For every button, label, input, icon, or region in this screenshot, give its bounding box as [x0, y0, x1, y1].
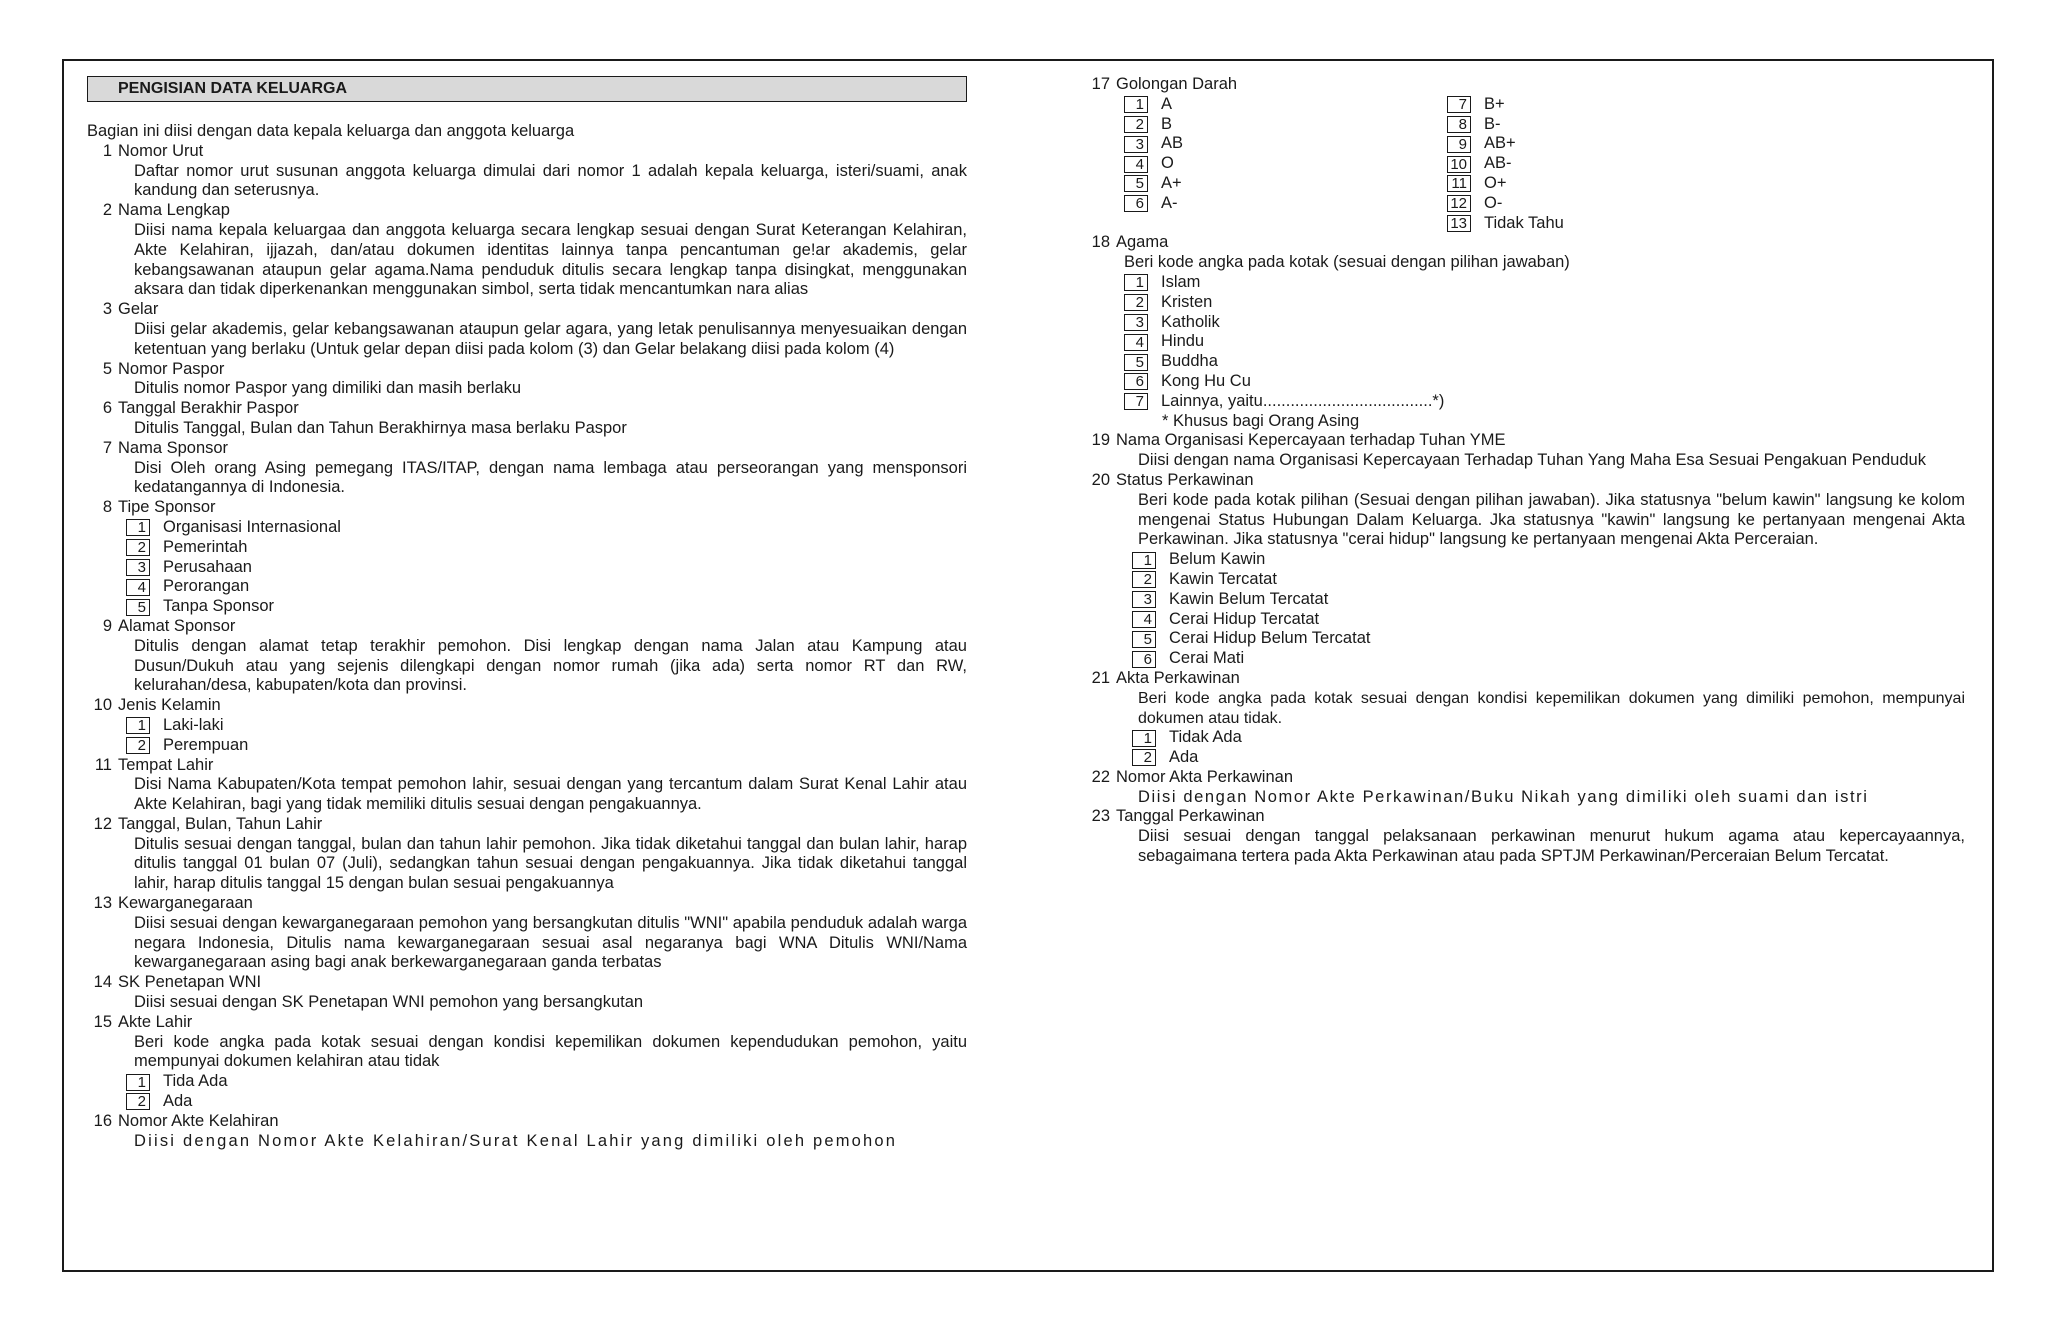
item-title: Tanggal, Bulan, Tahun Lahir	[118, 814, 323, 833]
code-box: 13	[1447, 215, 1471, 232]
option	[1124, 372, 1965, 392]
code-box: 5	[1132, 631, 1156, 648]
item-nomor-paspor: 5 Nomor Paspor Ditulis nomor Paspor yang dimiliki dan masih berlaku	[87, 360, 967, 400]
option-label: Kong Hu Cu	[1161, 371, 1251, 390]
code-box: 12	[1447, 195, 1471, 212]
option	[1124, 134, 1447, 154]
option-list	[1085, 273, 1965, 412]
option-label: A+	[1161, 173, 1182, 192]
item-alamat-sponsor: 9 Alamat Sponsor Ditulis dengan alamat tetap terakhir pemohon. Disi lengkap dengan nama Jalan atau Kampung atau Dusun/Dukuh atau yang sejenis dilengkapi dengan nomor rumah (jika ada) serta nomor RT dan RW, kelurahan/desa, kabupaten/kota dan provinsi.	[87, 617, 967, 696]
item-title: Akte Lahir	[118, 1012, 193, 1031]
code-box: 11	[1447, 175, 1471, 192]
option	[126, 558, 967, 578]
right-column	[1085, 75, 1965, 867]
item-title: Kewarganegaraan	[118, 894, 253, 913]
code-box: 2	[126, 539, 150, 556]
item-desc: Diisi gelar akademis, gelar kebangsawanan ataupun gelar agara, yang letak penulisannya menyesuaikan dengan ketentuan yang berlaku (Untuk gelar depan diisi pada kolom (3) dan Gelar belakang diisi pada kolom (4)	[134, 319, 967, 358]
item-desc: Diisi sesuai dengan kewarganegaraan pemohon yang bersangkutan ditulis "WNI" apabila penduduk adalah warga negara Indonesia, Ditulis nama kewarganegaraan sesuai asal negaranya bagi WNA Ditulis WNI/Nama kewarganegaraan asing bagi anak berkewarganegaraan ganda terbatas	[134, 913, 967, 972]
item-title: Nama Organisasi Kepercayaan terhadap Tuhan YME	[1116, 431, 1506, 450]
option	[1447, 214, 1770, 234]
option	[1132, 610, 1965, 630]
code-box: 4	[1124, 156, 1148, 173]
option	[126, 597, 967, 617]
code-box: 6	[1132, 651, 1156, 668]
code-box: 4	[1124, 334, 1148, 351]
option	[1124, 95, 1447, 115]
item-desc: Beri kode angka pada kotak sesuai dengan kondisi kepemilikan dokumen yang dimiliki pemohon, mempunyai dokumen atau tidak.	[1138, 689, 1965, 727]
item-desc: Diisi dengan Nomor Akte Perkawinan/Buku Nikah yang dimiliki oleh suami dan istri	[1138, 787, 1869, 806]
item-tipe-sponsor: 8 Tipe Sponsor 1 Organisasi Internasional 2 Pemerintah 3 Perusahaan 4 Perorangan 5 Tanpa Sponsor	[87, 498, 967, 617]
option-label: Tidak Tahu	[1484, 213, 1564, 232]
code-box: 9	[1447, 136, 1471, 153]
option	[1124, 154, 1447, 174]
option-label: Tidak Ada	[1169, 728, 1242, 747]
code-box: 7	[1124, 393, 1148, 410]
option-label: Kristen	[1161, 292, 1213, 311]
item-tanggal-perkawinan: 23 Tanggal Perkawinan Diisi sesuai dengan tanggal pelaksanaan perkawinan menurut hukum agama atau kepercayaannya, sebagaimana tertera pada Akta Perkawinan atau pada SPTJM Perkawinan/Perceraian Belum Tercatat.	[1085, 807, 1965, 866]
option	[1447, 174, 1770, 194]
option-label: O	[1161, 154, 1174, 173]
footnote: * Khusus bagi Orang Asing	[1162, 411, 1360, 430]
item-title: Jenis Kelamin	[118, 696, 221, 715]
item-gelar: 3 Gelar Diisi gelar akademis, gelar kebangsawanan ataupun gelar agara, yang letak penulisannya menyesuaikan dengan ketentuan yang berlaku (Untuk gelar depan diisi pada kolom (3) dan Gelar belakang diisi pada kolom (4)	[87, 300, 967, 359]
code-box: 1	[1124, 96, 1148, 113]
code-box: 3	[1124, 136, 1148, 153]
code-box: 4	[1132, 611, 1156, 628]
item-akte-lahir: 15 Akte Lahir Beri kode angka pada kotak sesuai dengan kondisi kepemilikan dokumen kependudukan pemohon, yaitu mempunyai dokumen kelahiran atau tidak 1 Tida Ada 2 Ada	[87, 1013, 967, 1112]
item-desc: Disi Oleh orang Asing pemegang ITAS/ITAP, dengan nama lembaga atau perseorangan yang mensponsori kedatangannya di Indonesia.	[134, 458, 967, 497]
option-label: B+	[1484, 94, 1505, 113]
option	[126, 577, 967, 597]
option	[1447, 154, 1770, 174]
option-label: B-	[1484, 114, 1501, 133]
option-label: Organisasi Internasional	[163, 517, 341, 536]
item-desc: Ditulis dengan alamat tetap terakhir pemohon. Disi lengkap dengan nama Jalan atau Kampung atau Dusun/Dukuh atau yang sejenis dilengkapi dengan nomor rumah (jika ada) serta nomor RT dan RW, kelurahan/desa, kabupaten/kota dan provinsi.	[134, 636, 967, 695]
item-desc: Daftar nomor urut susunan anggota keluarga dimulai dari nomor 1 adalah kepala keluarga, isteri/suami, anak kandung dan seterusnya.	[134, 161, 967, 200]
left-column	[87, 76, 967, 1151]
option-label: O+	[1484, 173, 1507, 192]
option-list	[1085, 728, 1965, 768]
code-box: 2	[126, 737, 150, 754]
option-label: Perusahaan	[163, 557, 252, 576]
option-label: Buddha	[1161, 352, 1218, 371]
option-label: Katholik	[1161, 312, 1220, 331]
item-kewarganegaraan: 13 Kewarganegaraan Diisi sesuai dengan kewarganegaraan pemohon yang bersangkutan ditulis "WNI" apabila penduduk adalah warga negara Indonesia, Ditulis nama kewarganegaraan sesuai asal negaranya bagi WNA Ditulis WNI/Nama kewarganegaraan asing bagi anak berkewarganegaraan ganda terbatas	[87, 894, 967, 973]
code-box: 5	[126, 599, 150, 616]
option-label: Kawin Tercatat	[1169, 569, 1277, 588]
item-title: Tanggal Perkawinan	[1116, 807, 1265, 826]
option-label: Perorangan	[163, 577, 250, 596]
item-title: Nomor Akta Perkawinan	[1116, 767, 1293, 786]
option	[126, 1092, 967, 1112]
option-label: B	[1161, 114, 1173, 133]
option	[126, 538, 967, 558]
code-box: 3	[1124, 314, 1148, 331]
option	[1132, 590, 1965, 610]
item-nomor-akte-kelahiran: 16 Nomor Akte Kelahiran Diisi dengan Nomor Akte Kelahiran/Surat Kenal Lahir yang dimiliki oleh pemohon	[87, 1112, 967, 1152]
option-label: A-	[1161, 193, 1178, 212]
item-desc: Diisi dengan Nomor Akte Kelahiran/Surat Kenal Lahir yang dimiliki oleh pemohon	[134, 1131, 898, 1150]
option	[1447, 95, 1770, 115]
item-golongan-darah: 17 Golongan Darah 1 A 2 B 3 AB 4 O 5 A+ 6 A- 7 B+ 8 B- 9 AB+ 10 AB- 11 O+ 12 O- 13 Tidak Tahu	[1085, 75, 1965, 233]
option-label: Laki-laki	[163, 715, 224, 734]
code-box: 2	[1132, 749, 1156, 766]
intro-text: Bagian ini diisi dengan data kepala keluarga dan anggota keluarga	[87, 122, 575, 140]
item-title: Nomor Akte Kelahiran	[118, 1111, 279, 1130]
code-box: 6	[1124, 373, 1148, 390]
item-title: Nomor Paspor	[118, 359, 225, 378]
code-box: 6	[1124, 195, 1148, 212]
item-title: Nama Sponsor	[118, 438, 229, 457]
option-list	[87, 1072, 967, 1112]
option-label: AB-	[1484, 154, 1512, 173]
option	[1124, 194, 1447, 214]
section-header: PENGISIAN DATA KELUARGA	[87, 76, 967, 102]
blood-type-options	[1085, 95, 1965, 234]
code-box: 2	[1124, 116, 1148, 133]
item-title: Nama Lengkap	[118, 201, 230, 220]
code-box: 1	[126, 717, 150, 734]
option-label: AB+	[1484, 134, 1516, 153]
code-box: 2	[126, 1093, 150, 1110]
code-box: 4	[126, 579, 150, 596]
code-box: 3	[1132, 591, 1156, 608]
option	[1124, 174, 1447, 194]
option	[1132, 728, 1965, 748]
item-title: Status Perkawinan	[1116, 470, 1254, 489]
item-nama-sponsor: 7 Nama Sponsor Disi Oleh orang Asing pemegang ITAS/ITAP, dengan nama lembaga atau perseorangan yang mensponsori kedatangannya di Indonesia.	[87, 439, 967, 498]
item-desc: Diisi sesuai dengan tanggal pelaksanaan perkawinan menurut hukum agama atau kepercayaannya, sebagaimana tertera pada Akta Perkawinan atau pada SPTJM Perkawinan/Perceraian Belum Tercatat.	[1138, 827, 1965, 866]
option	[1124, 115, 1447, 135]
code-box: 8	[1447, 116, 1471, 133]
code-box: 3	[126, 559, 150, 576]
option-label: Belum Kawin	[1169, 550, 1266, 569]
option-label: Cerai Hidup Tercatat	[1169, 609, 1320, 628]
code-box: 2	[1132, 571, 1156, 588]
option-label: Ada	[1169, 748, 1199, 767]
option	[1124, 352, 1965, 372]
option	[1124, 313, 1965, 333]
code-box: 10	[1447, 156, 1471, 173]
item-nomor-akta-perkawinan: 22 Nomor Akta Perkawinan Diisi dengan Nomor Akte Perkawinan/Buku Nikah yang dimiliki oleh suami dan istri	[1085, 768, 1965, 808]
option-label: O-	[1484, 193, 1503, 212]
code-box: 5	[1124, 175, 1148, 192]
option-label: Ada	[163, 1092, 193, 1111]
item-title: Akta Perkawinan	[1116, 668, 1240, 687]
item-nomor-urut: 1 Nomor Urut Daftar nomor urut susunan anggota keluarga dimulai dari nomor 1 adalah kepala keluarga, isteri/suami, anak kandung dan seterusnya.	[87, 142, 967, 201]
option	[1447, 194, 1770, 214]
item-title: Tanggal Berakhir Paspor	[118, 399, 299, 418]
blood-type-left	[1124, 95, 1447, 234]
item-sk-penetapan-wni: 14 SK Penetapan WNI Diisi sesuai dengan SK Penetapan WNI pemohon yang bersangkutan	[87, 973, 967, 1013]
item-desc: Beri kode angka pada kotak (sesuai dengan pilihan jawaban)	[1124, 253, 1570, 272]
item-organisasi-kepercayaan: 19 Nama Organisasi Kepercayaan terhadap Tuhan YME Diisi dengan nama Organisasi Kepercayaan Terhadap Tuhan Yang Maha Esa Sesuai Pengakuan Penduduk	[1085, 431, 1965, 471]
option	[1124, 293, 1965, 313]
option-label: Tanpa Sponsor	[163, 597, 274, 616]
code-box: 1	[126, 519, 150, 536]
option	[1447, 134, 1770, 154]
code-box: 5	[1124, 354, 1148, 371]
option	[1132, 550, 1965, 570]
item-title: Agama	[1116, 233, 1169, 252]
item-desc: Disi Nama Kabupaten/Kota tempat pemohon lahir, sesuai dengan yang tercantum dalam Surat Kenal Lahir atau Akte Kelahiran, bagi yang tidak memiliki ditulis sesuai dengan pengakuannya.	[134, 775, 967, 814]
code-box: 1	[126, 1074, 150, 1091]
option	[1132, 748, 1965, 768]
item-desc: Diisi dengan nama Organisasi Kepercayaan Terhadap Tuhan Yang Maha Esa Sesuai Pengakuan Penduduk	[1138, 451, 1926, 470]
item-nama-lengkap: 2 Nama Lengkap Diisi nama kepala keluargaa dan anggota keluarga secara lengkap sesuai dengan Surat Keterangan Kelahiran, Akte Kelahiran, ijjazah, dan/atau dokumen identitas lainnya tanpa pencantuman ge!ar akademis, gelar kebangsawanan ataupun gelar agama.Nama penduduk ditulis secara lengkap tanpa disingkat, menggunakan aksara dan tidak diperkenankan menggunakan simbol, serta tidak mencantumkan nara alias	[87, 201, 967, 300]
blood-type-right	[1447, 95, 1770, 234]
option	[1124, 392, 1965, 412]
item-title: Tempat Lahir	[118, 755, 214, 774]
option-label: A	[1161, 94, 1173, 113]
item-jenis-kelamin: 10 Jenis Kelamin 1 Laki-laki 2 Perempuan	[87, 696, 967, 755]
option-label: Perempuan	[163, 735, 249, 754]
option-label: Pemerintah	[163, 537, 248, 556]
code-box: 1	[1124, 274, 1148, 291]
option-label: Lainnya, yaitu.....................................*)	[1161, 391, 1445, 410]
option-list	[87, 518, 967, 617]
item-tempat-lahir: 11 Tempat Lahir Disi Nama Kabupaten/Kota tempat pemohon lahir, sesuai dengan yang tercantum dalam Surat Kenal Lahir atau Akte Kelahiran, bagi yang tidak memiliki ditulis sesuai dengan pengakuannya.	[87, 756, 967, 815]
option-label: Cerai Mati	[1169, 649, 1245, 668]
code-box: 2	[1124, 294, 1148, 311]
item-title: Alamat Sponsor	[118, 616, 236, 635]
item-title: Nomor Urut	[118, 141, 204, 160]
option	[126, 1072, 967, 1092]
option	[126, 716, 967, 736]
item-status-perkawinan: 20 Status Perkawinan Beri kode pada kotak pilihan (Sesuai dengan pilihan jawaban). Jika statusnya "belum kawin" langsung ke kolom mengenai Status Hubungan Dalam Keluarga. Jka statusnya "kawin" langsung ke pertanyaan mengenai Akta Perkawinan. Jika statusnya "cerai hidup" langsung ke pertanyaan mengenai Akta Perceraian. 1 Belum Kawin 2 Kawin Tercatat 3 Kawin Belum Tercatat 4 Cerai Hidup Tercatat 5 Cerai Hidup Belum Tercatat 6 Cerai Mati	[1085, 471, 1965, 669]
item-desc: Ditulis nomor Paspor yang dimiliki dan masih berlaku	[134, 379, 522, 398]
code-box: 1	[1132, 730, 1156, 747]
item-tanggal-lahir: 12 Tanggal, Bulan, Tahun Lahir Ditulis sesuai dengan tanggal, bulan dan tahun lahir pemohon. Jika tidak diketahui tanggal dan bulan lahir, harap ditulis tanggal 01 bulan 07 (Juli), sedangkan tahun sesuai dengan pengakuannya. Jika tidak diketahui tanggal lahir, harap ditulis tanggal 15 dengan bulan sesuai pengakuannya	[87, 815, 967, 894]
item-akta-perkawinan: 21 Akta Perkawinan Beri kode angka pada kotak sesuai dengan kondisi kepemilikan dokumen yang dimiliki pemohon, mempunyai dokumen atau tidak. 1 Tidak Ada 2 Ada	[1085, 669, 1965, 768]
option-label: Tida Ada	[163, 1072, 228, 1091]
code-box: 1	[1132, 552, 1156, 569]
item-desc: Diisi sesuai dengan SK Penetapan WNI pemohon yang bersangkutan	[134, 993, 644, 1012]
item-desc: Beri kode pada kotak pilihan (Sesuai dengan pilihan jawaban). Jika statusnya "belum kawin" langsung ke kolom mengenai Status Hubungan Dalam Keluarga. Jka statusnya "kawin" langsung ke pertanyaan mengenai Akta Perkawinan. Jika statusnya "cerai hidup" langsung ke pertanyaan mengenai Akta Perceraian.	[1138, 490, 1965, 549]
option-label: Cerai Hidup Belum Tercatat	[1169, 629, 1371, 648]
option-label: Kawin Belum Tercatat	[1169, 589, 1329, 608]
option	[126, 518, 967, 538]
option-label: Islam	[1161, 272, 1201, 291]
option	[1132, 649, 1965, 669]
option	[1132, 629, 1965, 649]
option-label: AB	[1161, 134, 1184, 153]
option-list	[1085, 550, 1965, 669]
option	[1124, 332, 1965, 352]
item-title: SK Penetapan WNI	[118, 973, 262, 992]
option	[1447, 115, 1770, 135]
option-label: Hindu	[1161, 332, 1205, 351]
item-agama: 18 Agama Beri kode angka pada kotak (sesuai dengan pilihan jawaban) 1 Islam 2 Kristen 3 Katholik 4 Hindu 5 Buddha 6 Kong Hu Cu 7 Lainnya, yaitu.....................................*) * Khusus bagi Orang Asing	[1085, 233, 1965, 431]
item-desc: Diisi nama kepala keluargaa dan anggota keluarga secara lengkap sesuai dengan Surat Keterangan Kelahiran, Akte Kelahiran, ijjazah, dan/atau dokumen identitas lainnya tanpa pencantuman ge!ar akademis, gelar kebangsawanan ataupun gelar agama.Nama penduduk ditulis secara lengkap tanpa disingkat, menggunakan aksara dan tidak diperkenankan menggunakan simbol, serta tidak mencantumkan nara alias	[134, 220, 967, 299]
item-desc: Beri kode angka pada kotak sesuai dengan kondisi kepemilikan dokumen kependudukan pemohon, yaitu mempunyai dokumen kelahiran atau tidak	[134, 1032, 967, 1071]
item-title: Golongan Darah	[1116, 75, 1238, 93]
option	[1132, 570, 1965, 590]
item-title: Tipe Sponsor	[118, 498, 216, 517]
item-desc: Ditulis Tanggal, Bulan dan Tahun Berakhirnya masa berlaku Paspor	[134, 418, 627, 437]
item-title: Gelar	[118, 300, 159, 319]
option	[1124, 273, 1965, 293]
code-box: 7	[1447, 96, 1471, 113]
item-tanggal-berakhir-paspor: 6 Tanggal Berakhir Paspor Ditulis Tanggal, Bulan dan Tahun Berakhirnya masa berlaku Paspor	[87, 399, 967, 439]
item-desc: Ditulis sesuai dengan tanggal, bulan dan tahun lahir pemohon. Jika tidak diketahui tanggal dan bulan lahir, harap ditulis tanggal 01 bulan 07 (Juli), sedangkan tahun sesuai dengan pengakuannya. Jika tidak diketahui tanggal lahir, harap ditulis tanggal 15 dengan bulan sesuai pengakuannya	[134, 834, 967, 893]
option-list	[87, 716, 967, 756]
option	[126, 736, 967, 756]
